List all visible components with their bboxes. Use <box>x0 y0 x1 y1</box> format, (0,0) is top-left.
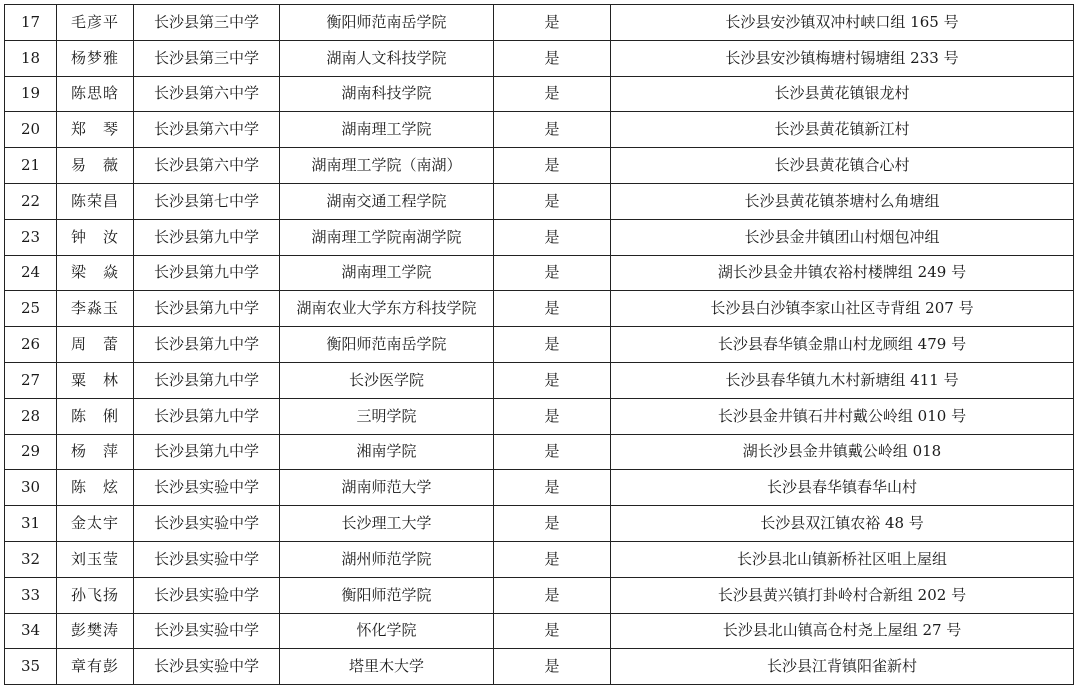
cell-school: 长沙县第九中学 <box>134 434 280 470</box>
student-roster-table <box>4 4 1074 685</box>
cell-flag: 是 <box>494 112 611 148</box>
cell-address: 长沙县白沙镇李家山社区寺背组 207 号 <box>611 291 1074 327</box>
cell-number: 25 <box>5 291 57 327</box>
cell-name: 易 薇 <box>57 148 134 184</box>
cell-flag: 是 <box>494 434 611 470</box>
cell-college: 塔里木大学 <box>280 649 494 685</box>
cell-address: 长沙县黄花镇茶塘村么角塘组 <box>611 183 1074 219</box>
table-row <box>5 183 1074 219</box>
cell-school: 长沙县第九中学 <box>134 219 280 255</box>
cell-address: 长沙县江背镇阳雀新村 <box>611 649 1074 685</box>
cell-flag: 是 <box>494 76 611 112</box>
roster-body <box>5 5 1074 685</box>
cell-address: 长沙县金井镇团山村烟包冲组 <box>611 219 1074 255</box>
table-row <box>5 649 1074 685</box>
cell-college: 怀化学院 <box>280 613 494 649</box>
cell-college: 湖南交通工程学院 <box>280 183 494 219</box>
cell-school: 长沙县第九中学 <box>134 327 280 363</box>
cell-school: 长沙县第六中学 <box>134 148 280 184</box>
table-row <box>5 577 1074 613</box>
cell-college: 湘南学院 <box>280 434 494 470</box>
cell-flag: 是 <box>494 183 611 219</box>
cell-flag: 是 <box>494 506 611 542</box>
cell-flag: 是 <box>494 613 611 649</box>
cell-name: 陈荣昌 <box>57 183 134 219</box>
cell-college: 三明学院 <box>280 398 494 434</box>
cell-college: 湖南师范大学 <box>280 470 494 506</box>
cell-school: 长沙县实验中学 <box>134 577 280 613</box>
cell-flag: 是 <box>494 255 611 291</box>
table-row <box>5 112 1074 148</box>
cell-school: 长沙县实验中学 <box>134 541 280 577</box>
table-row <box>5 327 1074 363</box>
cell-number: 32 <box>5 541 57 577</box>
cell-number: 33 <box>5 577 57 613</box>
table-row <box>5 219 1074 255</box>
cell-number: 34 <box>5 613 57 649</box>
cell-school: 长沙县第三中学 <box>134 40 280 76</box>
cell-flag: 是 <box>494 219 611 255</box>
cell-school: 长沙县第七中学 <box>134 183 280 219</box>
cell-college: 湖南理工学院 <box>280 255 494 291</box>
cell-number: 20 <box>5 112 57 148</box>
cell-name: 粟 林 <box>57 362 134 398</box>
cell-name: 杨梦雅 <box>57 40 134 76</box>
cell-address: 长沙县春华镇春华山村 <box>611 470 1074 506</box>
cell-address: 长沙县金井镇石井村戴公岭组 010 号 <box>611 398 1074 434</box>
cell-name: 刘玉莹 <box>57 541 134 577</box>
cell-address: 长沙县春华镇九木村新塘组 411 号 <box>611 362 1074 398</box>
cell-school: 长沙县第六中学 <box>134 112 280 148</box>
cell-flag: 是 <box>494 40 611 76</box>
cell-school: 长沙县第六中学 <box>134 76 280 112</box>
cell-address: 长沙县春华镇金鼎山村龙顾组 479 号 <box>611 327 1074 363</box>
table-row <box>5 291 1074 327</box>
table-row <box>5 362 1074 398</box>
table-row <box>5 5 1074 41</box>
table-row <box>5 148 1074 184</box>
cell-school: 长沙县第九中学 <box>134 398 280 434</box>
cell-address: 湖长沙县金井镇戴公岭组 018 <box>611 434 1074 470</box>
cell-number: 24 <box>5 255 57 291</box>
cell-address: 长沙县黄花镇银龙村 <box>611 76 1074 112</box>
cell-number: 19 <box>5 76 57 112</box>
cell-address: 长沙县安沙镇梅塘村锡塘组 233 号 <box>611 40 1074 76</box>
cell-number: 27 <box>5 362 57 398</box>
cell-name: 金太宇 <box>57 506 134 542</box>
cell-flag: 是 <box>494 541 611 577</box>
cell-number: 22 <box>5 183 57 219</box>
cell-school: 长沙县实验中学 <box>134 613 280 649</box>
cell-name: 李淼玉 <box>57 291 134 327</box>
cell-address: 长沙县黄兴镇打卦岭村合新组 202 号 <box>611 577 1074 613</box>
cell-name: 陈 俐 <box>57 398 134 434</box>
cell-college: 衡阳师范学院 <box>280 577 494 613</box>
cell-number: 18 <box>5 40 57 76</box>
cell-school: 长沙县第三中学 <box>134 5 280 41</box>
cell-name: 毛彦平 <box>57 5 134 41</box>
cell-name: 孙飞扬 <box>57 577 134 613</box>
table-row <box>5 398 1074 434</box>
cell-college: 湖州师范学院 <box>280 541 494 577</box>
cell-address: 长沙县黄花镇合心村 <box>611 148 1074 184</box>
cell-number: 23 <box>5 219 57 255</box>
cell-college: 长沙医学院 <box>280 362 494 398</box>
table-row <box>5 506 1074 542</box>
cell-number: 29 <box>5 434 57 470</box>
cell-address: 长沙县安沙镇双冲村峡口组 165 号 <box>611 5 1074 41</box>
cell-school: 长沙县第九中学 <box>134 362 280 398</box>
cell-name: 彭樊涛 <box>57 613 134 649</box>
cell-address: 长沙县北山镇高仓村尧上屋组 27 号 <box>611 613 1074 649</box>
cell-address: 长沙县北山镇新桥社区咀上屋组 <box>611 541 1074 577</box>
cell-college: 湖南理工学院南湖学院 <box>280 219 494 255</box>
cell-number: 17 <box>5 5 57 41</box>
cell-address: 长沙县黄花镇新江村 <box>611 112 1074 148</box>
cell-flag: 是 <box>494 470 611 506</box>
cell-name: 杨 萍 <box>57 434 134 470</box>
cell-name: 章有彭 <box>57 649 134 685</box>
cell-college: 湖南理工学院（南湖） <box>280 148 494 184</box>
cell-college: 衡阳师范南岳学院 <box>280 327 494 363</box>
cell-number: 31 <box>5 506 57 542</box>
cell-school: 长沙县第九中学 <box>134 255 280 291</box>
cell-flag: 是 <box>494 398 611 434</box>
cell-college: 长沙理工大学 <box>280 506 494 542</box>
table-row <box>5 434 1074 470</box>
cell-address: 湖长沙县金井镇农裕村楼牌组 249 号 <box>611 255 1074 291</box>
cell-school: 长沙县实验中学 <box>134 649 280 685</box>
cell-school: 长沙县第九中学 <box>134 291 280 327</box>
cell-number: 35 <box>5 649 57 685</box>
cell-name: 梁 焱 <box>57 255 134 291</box>
cell-flag: 是 <box>494 291 611 327</box>
cell-name: 周 蕾 <box>57 327 134 363</box>
cell-flag: 是 <box>494 362 611 398</box>
cell-college: 湖南农业大学东方科技学院 <box>280 291 494 327</box>
cell-college: 湖南理工学院 <box>280 112 494 148</box>
cell-flag: 是 <box>494 5 611 41</box>
table-row <box>5 76 1074 112</box>
cell-school: 长沙县实验中学 <box>134 470 280 506</box>
cell-name: 陈 炫 <box>57 470 134 506</box>
table-row <box>5 470 1074 506</box>
table-row <box>5 255 1074 291</box>
table-row <box>5 541 1074 577</box>
cell-flag: 是 <box>494 327 611 363</box>
cell-name: 钟 汝 <box>57 219 134 255</box>
table-row <box>5 613 1074 649</box>
cell-school: 长沙县实验中学 <box>134 506 280 542</box>
table-row <box>5 40 1074 76</box>
cell-name: 陈思晗 <box>57 76 134 112</box>
cell-flag: 是 <box>494 577 611 613</box>
cell-name: 郑 琴 <box>57 112 134 148</box>
cell-number: 21 <box>5 148 57 184</box>
cell-college: 湖南人文科技学院 <box>280 40 494 76</box>
cell-number: 28 <box>5 398 57 434</box>
cell-college: 衡阳师范南岳学院 <box>280 5 494 41</box>
cell-flag: 是 <box>494 649 611 685</box>
cell-number: 30 <box>5 470 57 506</box>
cell-flag: 是 <box>494 148 611 184</box>
cell-address: 长沙县双江镇农裕 48 号 <box>611 506 1074 542</box>
cell-college: 湖南科技学院 <box>280 76 494 112</box>
cell-number: 26 <box>5 327 57 363</box>
